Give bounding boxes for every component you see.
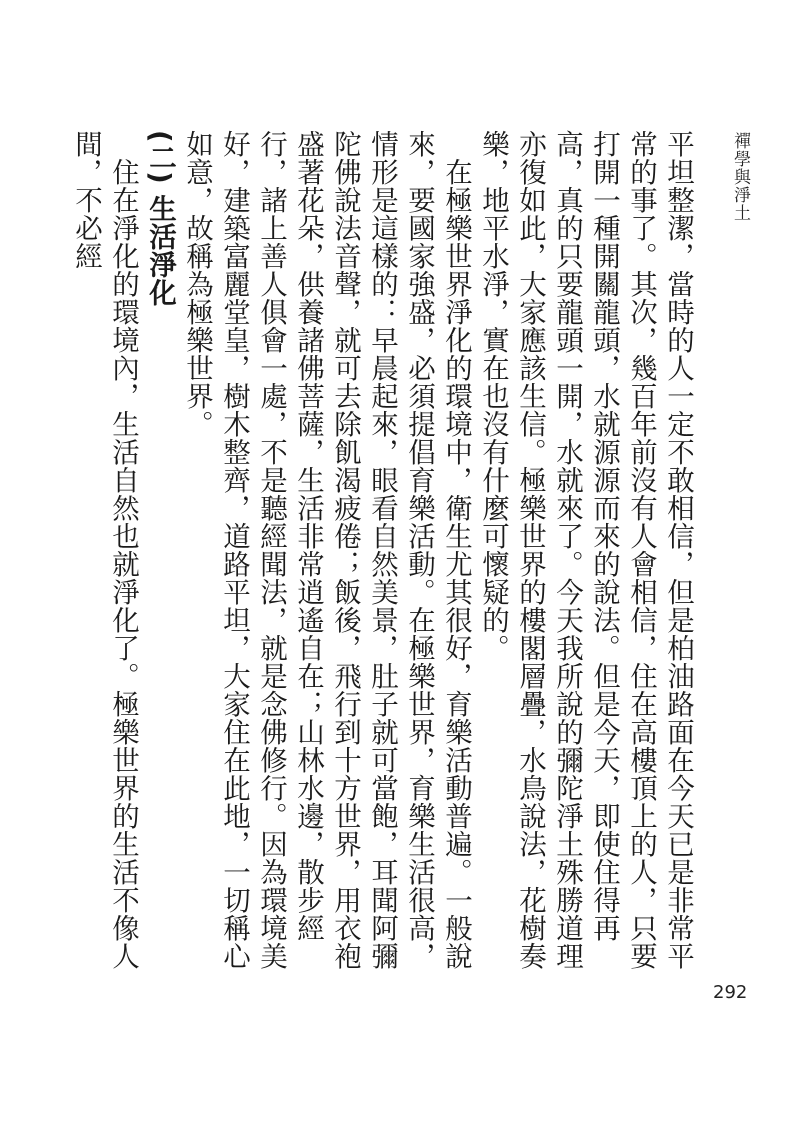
paragraph-3: 住在淨化的環境內，生活自然也就淨化了。極樂世界的生活不像人間，不必經 (70, 130, 139, 970)
page-number: 292 (713, 982, 748, 1003)
paragraph-2: 在極樂世界淨化的環境中，衛生尤其很好，育樂活動普遍。一般說來，要國家強盛，必須提倡育樂活動。在極樂世界，育樂生活很高，情形是這樣的：早晨起來，眼看自然美景，肚子就可當飽，耳聞阿彌陀佛說法音聲，就可去除飢渴疲倦；飯後，飛行到十方世界，用衣袍盛著花朵，供養諸佛菩薩，生活非常逍遙自在；山林水邊，散步經行，諸上善人俱會一處，不是聽經聞法，就是念佛修行。因為環境美好，建築富麗堂皇，樹木整齊，道路平坦，大家住在此地，一切稱心如意，故稱為極樂世界。 (181, 130, 472, 970)
paragraph-1: 平坦整潔，當時的人一定不敢相信，但是柏油路面在今天已是非常平常的事了。其次，幾百年前沒有人會相信，住在高樓頂上的人，只要打開一種開關龍頭，水就源源而來的說法。但是今天，即使住得再高，真的只要龍頭一開，水就來了。今天我所說的彌陀淨土殊勝道理亦復如此，大家應該生信。極樂世界的樓閣層疊，水鳥說法，花樹奏樂，地平水淨，實在也沒有什麼可懷疑的。 (477, 130, 694, 970)
running-title: 禪學與淨土 (730, 132, 750, 222)
section-heading: (二) 生活淨化 (144, 130, 176, 307)
body-text (67, 130, 696, 990)
